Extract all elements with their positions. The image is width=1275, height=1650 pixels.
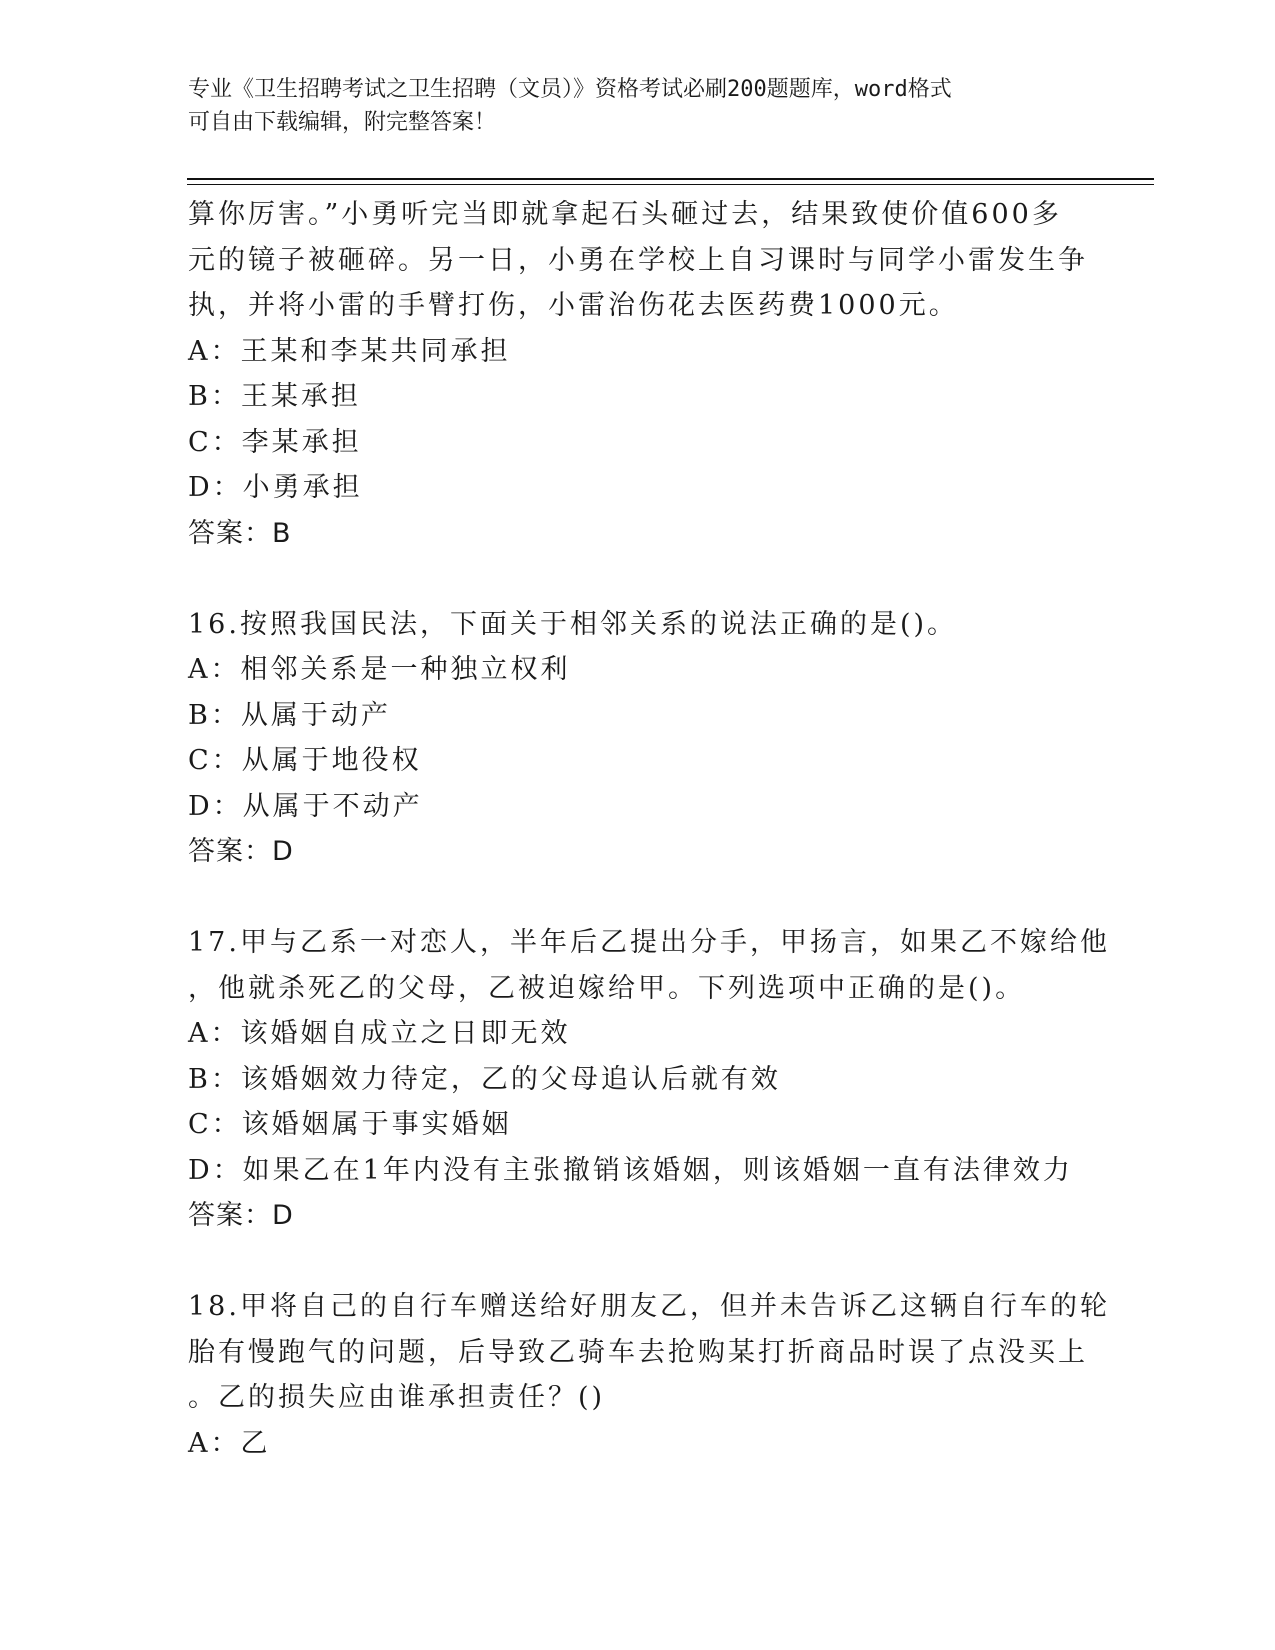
answer-label: 答案：D (188, 836, 294, 867)
question-text-line: 算你厉害。”小勇听完当即就拿起石头砸过去，结果致使价值600多 (188, 199, 1062, 230)
option-c: C：从属于地役权 (188, 745, 422, 776)
question-text-line: 元的镜子被砸碎。另一日，小勇在学校上自习课时与同学小雷发生争 (188, 244, 1088, 276)
option-d: D：从属于不动产 (188, 790, 423, 822)
option-b: B：从属于动产 (188, 699, 391, 731)
question-text-line: 17.甲与乙系一对恋人，半年后乙提出分手，甲扬言，如果乙不嫁给他 (188, 927, 1110, 958)
answer-label: 答案：D (188, 1200, 294, 1231)
option-a: A：该婚姻自成立之日即无效 (188, 1018, 571, 1049)
question-15-continued (188, 192, 1088, 556)
document-header (188, 73, 1088, 139)
question-text-line: 。乙的损失应由谁承担责任？() (188, 1382, 606, 1413)
option-d: D：如果乙在1年内没有主张撤销该婚姻，则该婚姻一直有法律效力 (188, 1154, 1073, 1186)
blank-line (188, 556, 1088, 602)
question-17 (188, 920, 1110, 1239)
header-divider-thick (187, 178, 1154, 180)
header-title-line-2: 可自由下载编辑，附完整答案！ (188, 110, 497, 135)
question-text-line: 16.按照我国民法，下面关于相邻关系的说法正确的是()。 (188, 608, 958, 640)
option-a: A：乙 (188, 1427, 271, 1459)
answer-label: 答案：B (188, 517, 292, 549)
option-c: C：李某承担 (188, 426, 362, 458)
blank-line (188, 1239, 1088, 1285)
question-18 (188, 1284, 1110, 1466)
option-d: D：小勇承担 (188, 472, 363, 503)
question-text-line: 胎有慢跑气的问题，后导致乙骑车去抢购某打折商品时误了点没买上 (188, 1336, 1088, 1368)
question-text-line: ，他就杀死乙的父母，乙被迫嫁给甲。下列选项中正确的是()。 (188, 972, 1026, 1004)
blank-line (188, 875, 1088, 921)
header-divider-thin (187, 184, 1154, 185)
header-title-line-1: 专业《卫生招聘考试之卫生招聘（文员）》资格考试必刷200题题库，word格式 (188, 77, 952, 102)
option-a: A：王某和李某共同承担 (188, 335, 511, 367)
option-a: A：相邻关系是一种独立权利 (188, 654, 571, 685)
question-16 (188, 602, 1088, 875)
option-c: C：该婚姻属于事实婚姻 (188, 1109, 512, 1140)
option-b: B：该婚姻效力待定，乙的父母追认后就有效 (188, 1063, 781, 1095)
question-text-line: 18.甲将自己的自行车赠送给好朋友乙，但并未告诉乙这辆自行车的轮 (188, 1291, 1110, 1322)
question-content (188, 192, 1110, 1466)
question-text-line: 执，并将小雷的手臂打伤，小雷治伤花去医药费1000元。 (188, 290, 959, 321)
option-b: B：王某承担 (188, 381, 361, 412)
